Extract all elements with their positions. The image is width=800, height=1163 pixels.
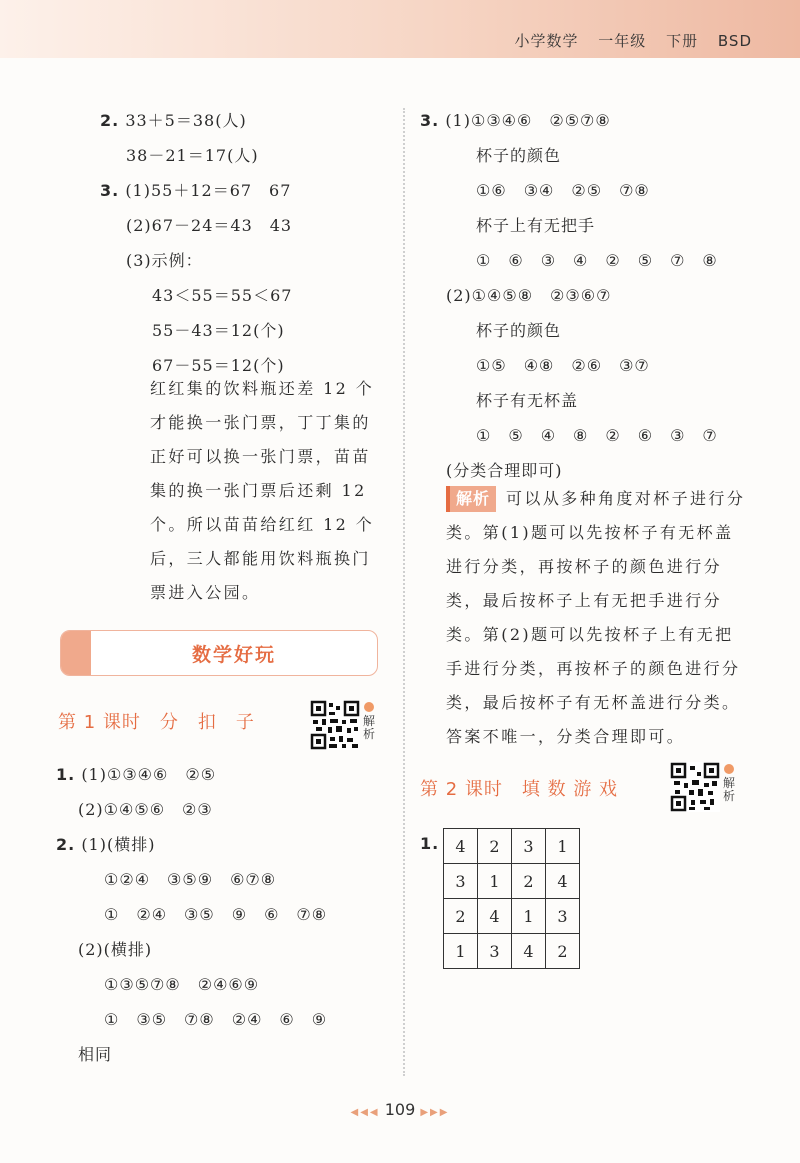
- left-line-m7: ①③⑤⑦⑧ ②④⑥⑨: [104, 975, 260, 994]
- header-info: [501, 30, 753, 51]
- left-line-m4: ①②④ ③⑤⑨ ⑥⑦⑧: [104, 870, 277, 889]
- left-line-2: 38－21＝17(人): [126, 146, 259, 165]
- header-subject: 小学数学: [514, 32, 579, 50]
- left-line-4: (2)67－24＝43 43: [126, 216, 293, 235]
- left-line-7: 55－43＝12(个): [152, 321, 285, 340]
- analysis-block: [446, 482, 750, 754]
- lesson-1-title: 第 1 课时 分 扣 子: [58, 712, 255, 733]
- grid-cell: 1: [512, 899, 546, 934]
- right-line-3: ①⑥ ③④ ②⑤ ⑦⑧: [476, 181, 650, 200]
- grid-row: [444, 829, 580, 864]
- question-number: 3.: [420, 111, 440, 130]
- left-line-m5: ① ②④ ③⑤ ⑨ ⑥ ⑦⑧: [104, 905, 328, 924]
- answer-text: (1)①③④⑥ ②⑤⑦⑧: [445, 111, 611, 130]
- left-line-m8: ① ③⑤ ⑦⑧ ②④ ⑥ ⑨: [104, 1010, 328, 1029]
- section-title: 数学好玩: [191, 644, 276, 666]
- right-line-9: 杯子有无杯盖: [476, 391, 579, 410]
- banner-accent: [61, 631, 91, 675]
- left-line-m3: [56, 832, 155, 855]
- play-dot-icon: [364, 702, 374, 712]
- grid-cell: 4: [512, 934, 546, 969]
- qr-code-icon[interactable]: [310, 700, 360, 750]
- grid-cell: 3: [546, 899, 580, 934]
- grid-row: [444, 864, 580, 899]
- right-line-10: ① ⑤ ④ ⑧ ② ⑥ ③ ⑦: [476, 426, 718, 445]
- right-line-11: (分类合理即可): [446, 461, 563, 480]
- answer-text: (1)①③④⑥ ②⑤: [81, 765, 217, 784]
- grid-cell: 1: [478, 864, 512, 899]
- play-dot-icon: [724, 764, 734, 774]
- answer-text: (1)55＋12＝67 67: [125, 181, 292, 200]
- grid-cell: 3: [478, 934, 512, 969]
- header-edition: BSD: [717, 32, 752, 50]
- page-number: 109: [384, 1100, 416, 1119]
- left-line-5: (3)示例：: [126, 251, 203, 270]
- analysis-tag: 解析: [446, 486, 496, 512]
- answer-text: 33＋5＝38(人): [125, 111, 247, 130]
- right-line-7: 杯子的颜色: [476, 321, 562, 340]
- grid-cell: 4: [546, 864, 580, 899]
- answer-text: (1)(横排): [81, 835, 156, 854]
- right-line-5: ① ⑥ ③ ④ ② ⑤ ⑦ ⑧: [476, 251, 718, 270]
- header-grade: 一年级: [598, 32, 647, 50]
- grid-cell: 4: [478, 899, 512, 934]
- grid-cell: 3: [512, 829, 546, 864]
- right-line-6: (2)①④⑤⑧ ②③⑥⑦: [446, 286, 612, 305]
- right-q1-number: [420, 834, 439, 853]
- header-volume: 下册: [666, 32, 699, 50]
- right-line-4: 杯子上有无把手: [476, 216, 596, 235]
- left-line-m6: (2)(横排): [78, 940, 153, 959]
- column-divider: [403, 108, 405, 1076]
- qr-label: 解析: [723, 776, 736, 803]
- number-grid: [443, 828, 580, 969]
- right-line-2: 杯子的颜色: [476, 146, 562, 165]
- left-line-1: [100, 108, 247, 131]
- question-number: 3.: [100, 181, 120, 200]
- grid-cell: 1: [444, 934, 478, 969]
- grid-cell: 2: [546, 934, 580, 969]
- next-arrows-icon: ▶▶▶: [420, 1107, 450, 1118]
- analysis-text: 可以从多种角度对杯子进行分类。第(1)题可以先按杯子有无杯盖进行分类，再按杯子的颜色进行分类，最后按杯子上有无把手进行分类。第(2)题可以先按杯子上有无把手进行分类，再按杯子的颜色进行分类，最后按杯子有无杯盖进行分类。答案不唯一，分类合理即可。: [446, 489, 746, 746]
- question-number: 2.: [100, 111, 120, 130]
- lesson-2-title: 第 2 课时 填 数 游 戏: [420, 779, 619, 800]
- question-number: 2.: [56, 835, 76, 854]
- grid-row: [444, 899, 580, 934]
- question-number: 1.: [420, 834, 440, 853]
- left-line-m1: [56, 762, 216, 785]
- left-line-m9: 相同: [78, 1045, 113, 1064]
- section-banner: [60, 630, 378, 676]
- grid-cell: 2: [478, 829, 512, 864]
- grid-cell: 1: [546, 829, 580, 864]
- qr-code-icon[interactable]: [670, 762, 720, 812]
- left-line-m2: (2)①④⑤⑥ ②③: [78, 800, 213, 819]
- left-line-6: 43＜55＝55＜67: [152, 286, 293, 305]
- page-footer: [0, 1100, 800, 1119]
- grid-cell: 3: [444, 864, 478, 899]
- question-number: 1.: [56, 765, 76, 784]
- qr-label: 解析: [363, 714, 376, 741]
- grid-row: [444, 934, 580, 969]
- right-line-8: ①⑤ ④⑧ ②⑥ ③⑦: [476, 356, 650, 375]
- left-line-8: 67－55＝12(个): [152, 356, 285, 375]
- left-line-3: [100, 178, 291, 201]
- left-explanation: 红红集的饮料瓶还差 12 个才能换一张门票，丁丁集的正好可以换一张门票，苗苗集的换一张门票后还剩 12 个。所以苗苗给红红 12 个后，三人都能用饮料瓶换门票进入公园。: [150, 379, 375, 602]
- grid-cell: 4: [444, 829, 478, 864]
- grid-cell: 2: [512, 864, 546, 899]
- grid-cell: 2: [444, 899, 478, 934]
- right-line-1: [420, 108, 611, 131]
- prev-arrows-icon: ◀◀◀: [350, 1107, 380, 1118]
